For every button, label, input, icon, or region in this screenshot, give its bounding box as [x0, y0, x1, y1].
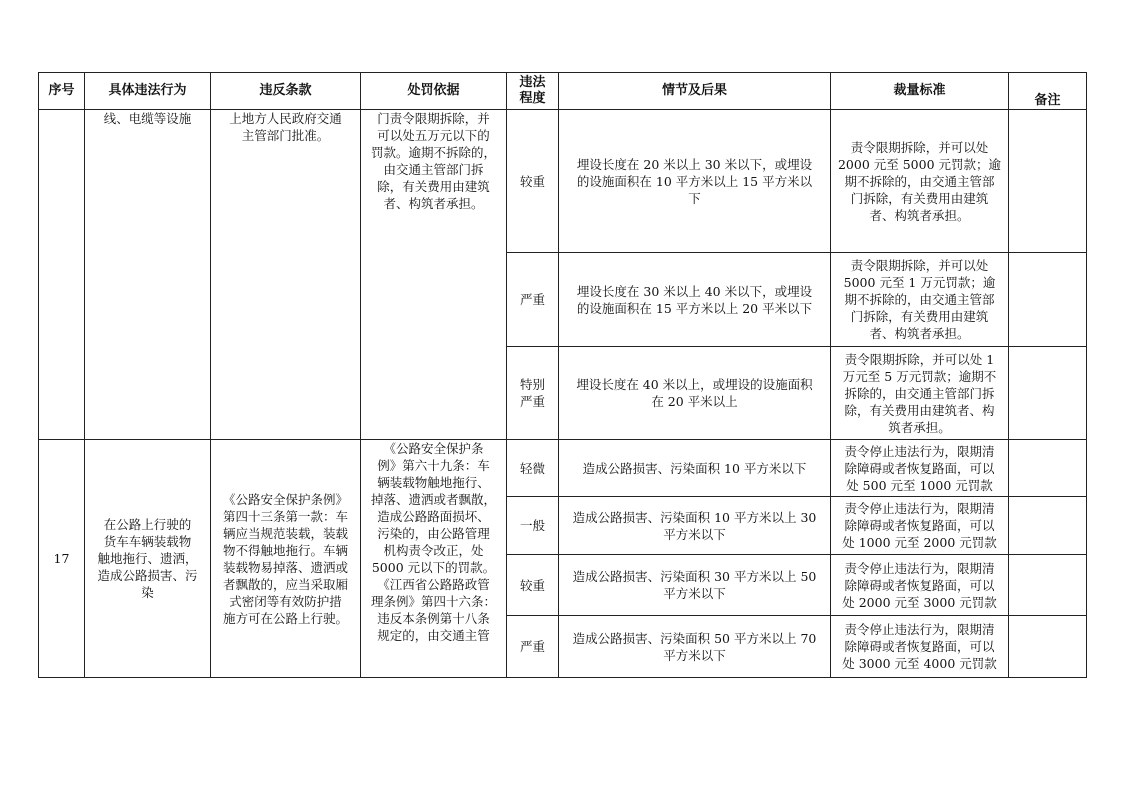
remarks-cell — [1009, 497, 1087, 555]
standard-cell: 责令停止违法行为，限期清 除障碍或者恢复路面，可以 处 3000 元至 4000 元罚款 — [831, 616, 1009, 678]
continued-behavior-cell: 线、电缆等设施 — [85, 110, 211, 440]
continued-seq-cell — [39, 110, 85, 440]
continued-clause-cell: 上地方人民政府交通 主管部门批准。 — [211, 110, 361, 440]
remarks-cell — [1009, 555, 1087, 616]
degree-cell: 特别 严重 — [507, 347, 559, 440]
header-standard: 裁量标准 — [831, 73, 1009, 110]
table-row — [39, 440, 1087, 497]
header-circumstances: 情节及后果 — [559, 73, 831, 110]
header-row — [39, 73, 1087, 110]
circumstances-cell: 埋设长度在 40 米以上，或埋设的设施面积 在 20 平米以上 — [559, 347, 831, 440]
circumstances-cell: 埋设长度在 20 米以上 30 米以下，或埋设 的设施面积在 10 平方米以上 15 平方米以 下 — [559, 110, 831, 253]
table-row — [39, 110, 1087, 253]
standard-cell: 责令停止违法行为，限期清 除障碍或者恢复路面，可以 处 2000 元至 3000 元罚款 — [831, 555, 1009, 616]
standard-cell: 责令停止违法行为，限期清 除障碍或者恢复路面，可以 处 500 元至 1000 元罚款 — [831, 440, 1009, 497]
degree-cell: 严重 — [507, 616, 559, 678]
item17-clause-cell: 《公路安全保护条例》 第四十三条第一款：车 辆应当规范装载，装载 物不得触地拖行。车辆 装载物易掉落、遗洒或 者飘散的，应当采取厢 式密闭等有效防护措 施方可在公路上行驶。 — [211, 440, 361, 678]
standard-cell: 责令限期拆除，并可以处 2000 元至 5000 元罚款；逾 期不拆除的，由交通主管部 门拆除，有关费用由建筑 者、构筑者承担。 — [831, 110, 1009, 253]
circumstances-cell: 造成公路损害、污染面积 10 平方米以上 30 平方米以下 — [559, 497, 831, 555]
degree-cell: 较重 — [507, 555, 559, 616]
degree-cell: 一般 — [507, 497, 559, 555]
item17-seq-cell: 17 — [39, 440, 85, 678]
header-seq: 序号 — [39, 73, 85, 110]
item17-behavior-cell: 在公路上行驶的 货车车辆装载物 触地拖行、遗洒， 造成公路损害、污 染 — [85, 440, 211, 678]
standard-cell: 责令限期拆除，并可以处 1 万元至 5 万元罚款；逾期不 拆除的，由交通主管部门拆 除，有关费用由建筑者、构 筑者承担。 — [831, 347, 1009, 440]
circumstances-cell: 埋设长度在 30 米以上 40 米以下，或埋设 的设施面积在 15 平方米以上 20 平米以下 — [559, 253, 831, 347]
circumstances-cell: 造成公路损害、污染面积 50 平方米以上 70 平方米以下 — [559, 616, 831, 678]
remarks-cell — [1009, 110, 1087, 253]
degree-cell: 轻微 — [507, 440, 559, 497]
degree-cell: 严重 — [507, 253, 559, 347]
standard-cell: 责令停止违法行为，限期清 除障碍或者恢复路面，可以 处 1000 元至 2000 元罚款 — [831, 497, 1009, 555]
remarks-cell — [1009, 440, 1087, 497]
penalty-table — [38, 72, 1087, 678]
header-remarks: 备注 — [1009, 73, 1087, 110]
header-clause: 违反条款 — [211, 73, 361, 110]
header-degree: 违法 程度 — [507, 73, 559, 110]
circumstances-cell: 造成公路损害、污染面积 10 平方米以下 — [559, 440, 831, 497]
degree-cell: 较重 — [507, 110, 559, 253]
continued-basis-cell: 门责令限期拆除，并 可以处五万元以下的 罚款。逾期不拆除的， 由交通主管部门拆 除，有关费用由建筑 者、构筑者承担。 — [361, 110, 507, 440]
remarks-cell — [1009, 347, 1087, 440]
header-basis: 处罚依据 — [361, 73, 507, 110]
item17-basis-cell: 《公路安全保护条 例》第六十九条：车 辆装载物触地拖行、 掉落、遗洒或者飘散， 造成公路路面损坏、 污染的，由公路管理 机构责令改正，处 5000 元以下的罚款。 《江西省公路路政管 理条例》第四十六条： 违反本条例第十八条 规定的，由交通主管 — [361, 440, 507, 678]
standard-cell: 责令限期拆除，并可以处 5000 元至 1 万元罚款；逾 期不拆除的，由交通主管部 门拆除，有关费用由建筑 者、构筑者承担。 — [831, 253, 1009, 347]
header-behavior: 具体违法行为 — [85, 73, 211, 110]
remarks-cell — [1009, 616, 1087, 678]
remarks-cell — [1009, 253, 1087, 347]
circumstances-cell: 造成公路损害、污染面积 30 平方米以上 50 平方米以下 — [559, 555, 831, 616]
